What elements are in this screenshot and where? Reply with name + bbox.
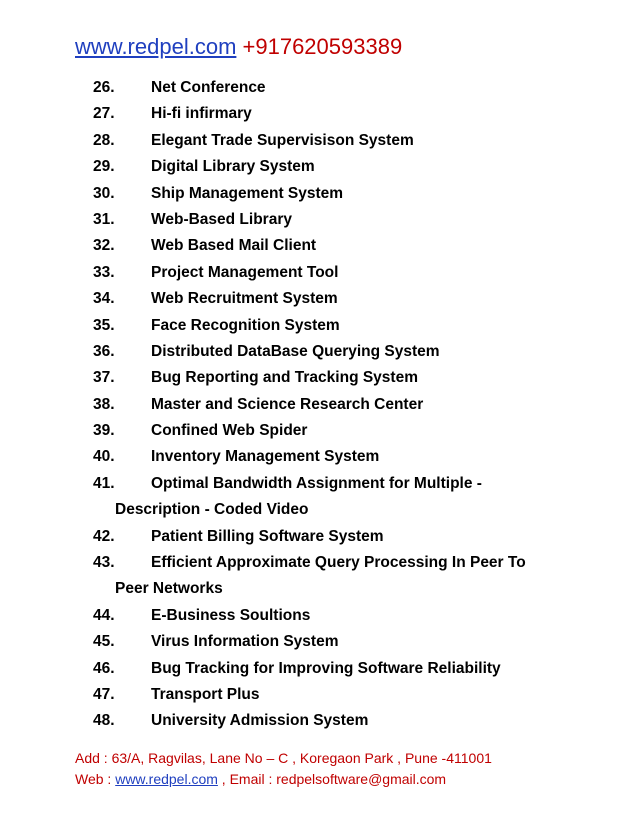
item-number: 29.	[93, 158, 115, 176]
footer-contact	[75, 769, 492, 790]
footer-website-link[interactable]: www.redpel.com	[115, 771, 218, 787]
item-title-continuation: Peer Networks	[115, 580, 223, 598]
item-title: Distributed DataBase Querying System	[151, 342, 440, 360]
item-number: 34.	[93, 290, 115, 308]
list-item	[0, 682, 638, 708]
list-item	[0, 444, 638, 470]
item-title: Elegant Trade Supervisison System	[151, 131, 414, 149]
item-title: University Admission System	[151, 712, 369, 730]
list-item-continuation	[0, 576, 638, 602]
item-title: Project Management Tool	[151, 263, 339, 281]
list-item	[0, 233, 638, 259]
list-item	[0, 181, 638, 207]
list-item	[0, 550, 638, 576]
item-title: Web-Based Library	[151, 210, 292, 228]
item-number: 45.	[93, 633, 115, 651]
item-title: Net Conference	[151, 79, 266, 96]
item-number: 28.	[93, 131, 115, 149]
item-title: Virus Information System	[151, 633, 339, 651]
item-title: Inventory Management System	[151, 448, 380, 466]
list-item	[0, 207, 638, 233]
item-number: 32.	[93, 237, 115, 255]
item-title-continuation: Description - Coded Video	[115, 501, 309, 519]
item-number: 37.	[93, 369, 115, 387]
item-title: Digital Library System	[151, 158, 315, 176]
item-title: Patient Billing Software System	[151, 527, 384, 545]
item-number: 36.	[93, 342, 115, 360]
list-item	[0, 75, 638, 101]
item-number: 42.	[93, 527, 115, 545]
item-number: 30.	[93, 184, 115, 202]
list-item	[0, 629, 638, 655]
phone-number: +917620593389	[242, 34, 403, 59]
item-number: 48.	[93, 712, 115, 730]
item-title: Hi-fi infirmary	[151, 105, 252, 123]
item-number: 31.	[93, 210, 115, 228]
item-number: 47.	[93, 685, 115, 703]
item-title: Web Recruitment System	[151, 290, 338, 308]
list-item	[0, 286, 638, 312]
list-item	[0, 260, 638, 286]
item-title: Ship Management System	[151, 184, 344, 202]
list-item	[0, 418, 638, 444]
item-number: 41.	[93, 474, 115, 492]
item-title: Efficient Approximate Query Processing In Peer To	[151, 554, 526, 572]
item-title: Confined Web Spider	[151, 422, 308, 440]
item-number: 38.	[93, 395, 115, 413]
list-item	[0, 128, 638, 154]
footer-email: , Email : redpelsoftware@gmail.com	[217, 771, 447, 787]
list-item	[0, 339, 638, 365]
list-item	[0, 603, 638, 629]
list-item	[0, 656, 638, 682]
list-item-continuation	[0, 497, 638, 523]
list-item	[0, 708, 638, 734]
footer-web-label: Web :	[75, 771, 116, 787]
footer-address: Add : 63/A, Ragvilas, Lane No – C , Koregaon Park , Pune -411001	[75, 750, 492, 766]
item-title: Web Based Mail Client	[151, 237, 317, 255]
list-item	[0, 524, 638, 550]
website-link[interactable]: www.redpel.com	[75, 34, 237, 59]
item-number: 43.	[93, 554, 115, 572]
item-title: Master and Science Research Center	[151, 395, 424, 413]
item-number: 27.	[93, 105, 115, 123]
item-title: Optimal Bandwidth Assignment for Multiple -	[151, 474, 482, 492]
page-footer	[75, 748, 492, 790]
item-number: 44.	[93, 606, 115, 624]
item-title: Bug Tracking for Improving Software Reliability	[151, 659, 501, 677]
list-item	[0, 101, 638, 127]
item-number: 40.	[93, 448, 115, 466]
project-list	[0, 75, 638, 735]
item-number: 26.	[93, 79, 115, 96]
item-title: E-Business Soultions	[151, 606, 311, 624]
page-header	[75, 34, 402, 60]
list-item	[0, 154, 638, 180]
list-item	[0, 313, 638, 339]
item-number: 46.	[93, 659, 115, 677]
item-number: 39.	[93, 422, 115, 440]
item-number: 33.	[93, 263, 115, 281]
item-title: Transport Plus	[151, 685, 260, 703]
list-item	[0, 471, 638, 497]
list-item	[0, 365, 638, 391]
list-item	[0, 392, 638, 418]
item-number: 35.	[93, 316, 115, 334]
item-title: Bug Reporting and Tracking System	[151, 369, 418, 387]
item-title: Face Recognition System	[151, 316, 340, 334]
